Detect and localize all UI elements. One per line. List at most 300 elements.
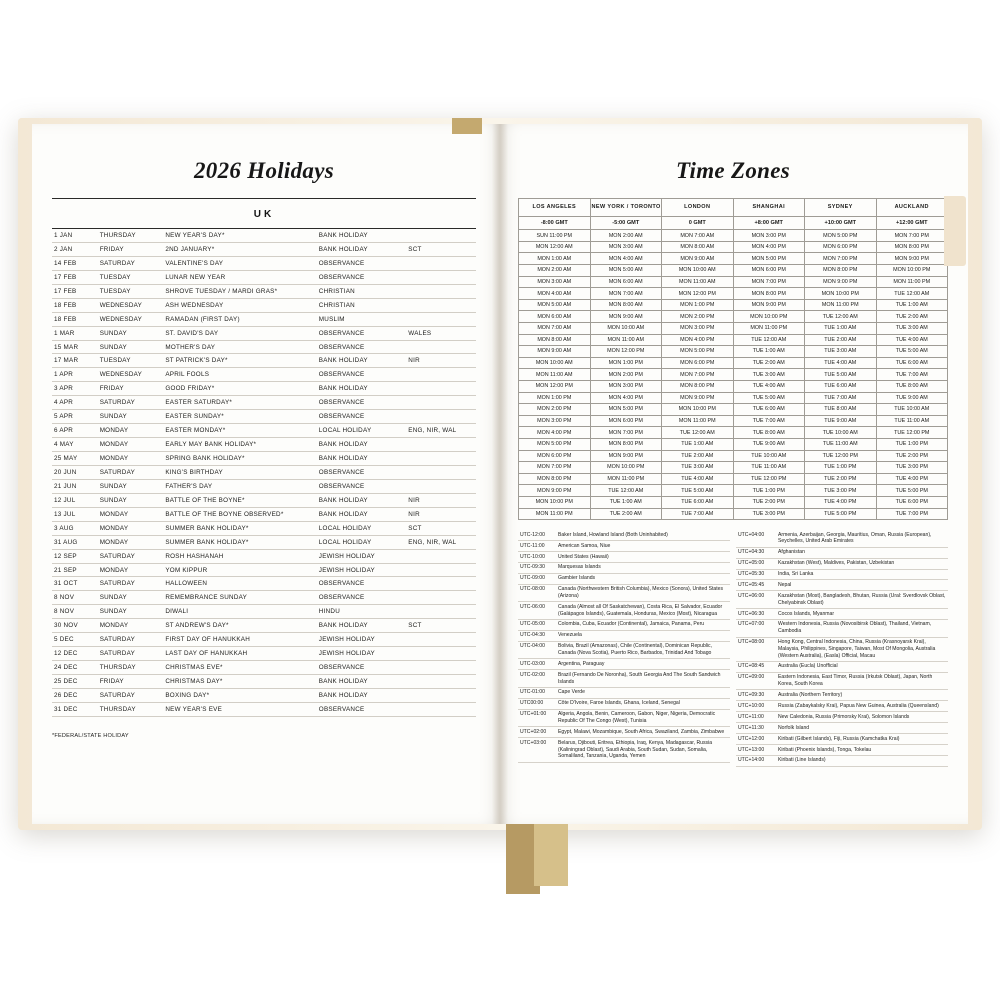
holiday-cell-day: SATURDAY — [98, 688, 164, 702]
timezone-time-cell: MON 9:00 PM — [805, 276, 877, 288]
utc-row — [736, 744, 948, 755]
timezone-row — [519, 427, 948, 439]
holiday-cell-name: VALENTINE'S DAY — [163, 256, 316, 270]
holiday-cell-name: MOTHER'S DAY — [163, 340, 316, 354]
holiday-cell-region — [406, 229, 476, 242]
timezone-time-cell: TUE 7:00 PM — [876, 508, 948, 520]
timezone-time-cell: MON 5:00 AM — [519, 299, 591, 311]
open-planner-book — [18, 118, 982, 830]
timezone-time-cell: MON 5:00 PM — [733, 253, 805, 265]
holiday-cell-region — [406, 312, 476, 326]
holiday-cell-date: 5 DEC — [52, 633, 98, 647]
timezone-time-cell: TUE 1:00 AM — [876, 299, 948, 311]
timezone-time-cell: TUE 12:00 PM — [733, 473, 805, 485]
timezone-time-cell: TUE 8:00 AM — [733, 427, 805, 439]
timezone-time-cell: MON 11:00 PM — [662, 415, 734, 427]
utc-table-right — [736, 530, 948, 767]
holiday-cell-type: BANK HOLIDAY — [317, 229, 406, 242]
holiday-cell-name: KING'S BIRTHDAY — [163, 465, 316, 479]
utc-row — [736, 672, 948, 690]
holiday-cell-day: SATURDAY — [98, 577, 164, 591]
utc-region-list: United States (Hawaii) — [556, 551, 730, 562]
timezone-time-cell: MON 9:00 PM — [519, 485, 591, 497]
timezone-city-header-row — [519, 199, 948, 217]
timezone-time-cell: MON 10:00 AM — [662, 265, 734, 277]
utc-offset-label: UTC+03:00 — [518, 738, 556, 762]
table-row — [52, 535, 476, 549]
holiday-cell-region — [406, 605, 476, 619]
timezone-time-cell: MON 9:00 AM — [662, 253, 734, 265]
timezone-row — [519, 276, 948, 288]
holiday-cell-day: SUNDAY — [98, 605, 164, 619]
timezone-time-cell: MON 11:00 AM — [519, 369, 591, 381]
holiday-cell-day: SUNDAY — [98, 591, 164, 605]
holiday-cell-date: 2 JAN — [52, 242, 98, 256]
timezone-row — [519, 323, 948, 335]
holiday-cell-date: 18 FEB — [52, 312, 98, 326]
utc-row — [736, 690, 948, 701]
holiday-cell-region: SCT — [406, 619, 476, 633]
utc-region-list: Canada (Northwestern British Columbia), Mexico (Sonora), United States (Arizona) — [556, 584, 730, 602]
table-row — [52, 452, 476, 466]
timezone-time-cell: TUE 1:00 AM — [590, 496, 662, 508]
timezone-time-cell: MON 2:00 PM — [662, 311, 734, 323]
holiday-cell-region — [406, 452, 476, 466]
timezone-time-cell: MON 3:00 AM — [519, 276, 591, 288]
timezone-time-cell: MON 4:00 PM — [519, 427, 591, 439]
timezone-time-cell: MON 8:00 AM — [662, 241, 734, 253]
holiday-cell-name: APRIL FOOLS — [163, 368, 316, 382]
timezone-time-cell: MON 2:00 AM — [590, 230, 662, 242]
table-row — [52, 688, 476, 702]
timezone-time-cell: MON 1:00 PM — [519, 392, 591, 404]
utc-region-list: Côte D'Ivoire, Faroe Islands, Ghana, Iceland, Senegal — [556, 698, 730, 709]
holiday-cell-name: CHRISTMAS EVE* — [163, 661, 316, 675]
holiday-cell-name: ST. DAVID'S DAY — [163, 326, 316, 340]
timezone-time-cell: MON 7:00 PM — [662, 369, 734, 381]
utc-row — [736, 580, 948, 591]
timezone-offset-row — [519, 216, 948, 229]
timezone-city-header: LOS ANGELES — [519, 199, 591, 217]
timezone-time-cell: MON 8:00 PM — [733, 288, 805, 300]
table-row — [52, 605, 476, 619]
timezone-time-cell: TUE 4:00 AM — [733, 380, 805, 392]
timezone-time-cell: MON 9:00 AM — [519, 346, 591, 358]
timezone-time-cell: MON 8:00 PM — [590, 438, 662, 450]
timezone-time-cell: MON 10:00 AM — [590, 323, 662, 335]
utc-row — [518, 562, 730, 573]
timezone-row — [519, 404, 948, 416]
timezone-row — [519, 462, 948, 474]
table-row — [52, 507, 476, 521]
holiday-cell-date: 31 AUG — [52, 535, 98, 549]
table-row — [52, 410, 476, 424]
utc-offset-label: UTC-04:30 — [518, 630, 556, 641]
timezone-time-cell: MON 9:00 PM — [876, 253, 948, 265]
holiday-cell-region — [406, 256, 476, 270]
timezone-time-cell: MON 11:00 PM — [519, 508, 591, 520]
utc-offset-label: UTC+05:00 — [736, 558, 776, 569]
bookmark-ribbon-top — [452, 118, 482, 134]
holiday-cell-day: THURSDAY — [98, 229, 164, 242]
timezone-time-cell: TUE 10:00 AM — [733, 450, 805, 462]
utc-offset-label: UTC-08:00 — [518, 584, 556, 602]
utc-region-list: Venezuela — [556, 630, 730, 641]
holiday-cell-name: ST ANDREW'S DAY* — [163, 619, 316, 633]
holiday-cell-day: MONDAY — [98, 535, 164, 549]
timezone-time-cell: MON 1:00 AM — [519, 253, 591, 265]
utc-offset-label: UTC+09:30 — [736, 690, 776, 701]
utc-region-list: Eastern Indonesia, East Timor, Russia (Irkutsk Oblast), Japan, North Korea, South Korea — [776, 672, 948, 690]
holiday-cell-region — [406, 675, 476, 689]
table-row — [52, 549, 476, 563]
holiday-cell-date: 12 DEC — [52, 647, 98, 661]
timezone-time-cell: MON 5:00 AM — [590, 265, 662, 277]
utc-region-list: Cape Verde — [556, 687, 730, 698]
utc-offset-label: UTC-12:00 — [518, 530, 556, 540]
table-row — [52, 284, 476, 298]
timezone-time-cell: MON 10:00 PM — [733, 311, 805, 323]
utc-row — [518, 573, 730, 584]
table-row — [52, 368, 476, 382]
utc-region-list: Colombia, Cuba, Ecuador (Continental), Jamaica, Panama, Peru — [556, 619, 730, 630]
holiday-cell-type: JEWISH HOLIDAY — [317, 563, 406, 577]
holiday-cell-day: SATURDAY — [98, 256, 164, 270]
page-title-timezones: Time Zones — [676, 158, 790, 183]
holiday-cell-type: BANK HOLIDAY — [317, 619, 406, 633]
timezone-time-cell: MON 1:00 PM — [590, 357, 662, 369]
holiday-cell-region: NIR — [406, 507, 476, 521]
holiday-cell-type: OBSERVANCE — [317, 256, 406, 270]
holiday-cell-name: ASH WEDNESDAY — [163, 298, 316, 312]
timezone-time-cell: SUN 11:00 PM — [519, 230, 591, 242]
holiday-cell-region — [406, 549, 476, 563]
timezone-time-cell: MON 9:00 PM — [662, 392, 734, 404]
timezone-time-cell: MON 10:00 PM — [519, 496, 591, 508]
timezone-city-header: LONDON — [662, 199, 734, 217]
timezone-time-cell: MON 6:00 PM — [733, 265, 805, 277]
holiday-cell-day: TUESDAY — [98, 354, 164, 368]
timezone-time-cell: TUE 2:00 PM — [805, 473, 877, 485]
timezone-time-cell: MON 8:00 PM — [662, 380, 734, 392]
holiday-cell-region — [406, 340, 476, 354]
timezone-time-cell: TUE 1:00 AM — [733, 346, 805, 358]
holiday-cell-name: EASTER SUNDAY* — [163, 410, 316, 424]
utc-table-left — [518, 530, 730, 762]
timezone-time-cell: MON 4:00 AM — [590, 253, 662, 265]
holiday-cell-date: 17 FEB — [52, 284, 98, 298]
table-row — [52, 619, 476, 633]
holiday-cell-name: GOOD FRIDAY* — [163, 382, 316, 396]
holiday-cell-region — [406, 563, 476, 577]
timezone-time-cell: TUE 4:00 AM — [805, 357, 877, 369]
holiday-cell-region — [406, 577, 476, 591]
holiday-cell-name: HALLOWEEN — [163, 577, 316, 591]
timezone-time-cell: TUE 5:00 AM — [733, 392, 805, 404]
holiday-cell-day: WEDNESDAY — [98, 298, 164, 312]
timezone-time-cell: TUE 6:00 AM — [805, 380, 877, 392]
utc-offset-label: UTC+01:00 — [518, 709, 556, 727]
utc-region-list: New Caledonia, Russia (Primorsky Krai), Solomon Islands — [776, 712, 948, 723]
holiday-cell-region: ENG, NIR, WAL — [406, 424, 476, 438]
holiday-cell-region: ENG, NIR, WAL — [406, 535, 476, 549]
holiday-cell-region — [406, 633, 476, 647]
holiday-cell-day: SUNDAY — [98, 410, 164, 424]
holiday-cell-date: 6 APR — [52, 424, 98, 438]
timezone-time-cell: MON 5:00 PM — [805, 230, 877, 242]
utc-region-list: Kiribati (Phoenix Islands), Tonga, Tokelau — [776, 744, 948, 755]
holiday-cell-day: SATURDAY — [98, 633, 164, 647]
holiday-cell-region — [406, 688, 476, 702]
table-row — [52, 633, 476, 647]
timezone-time-cell: MON 2:00 PM — [590, 369, 662, 381]
utc-row — [736, 723, 948, 734]
utc-row — [736, 591, 948, 609]
timezone-time-cell: MON 7:00 PM — [733, 276, 805, 288]
table-row — [52, 242, 476, 256]
holiday-cell-region — [406, 465, 476, 479]
holiday-cell-region: SCT — [406, 521, 476, 535]
holiday-cell-date: 21 JUN — [52, 479, 98, 493]
holiday-cell-name: DIWALI — [163, 605, 316, 619]
table-row — [52, 493, 476, 507]
table-row — [52, 647, 476, 661]
holiday-cell-date: 17 MAR — [52, 354, 98, 368]
utc-region-list: Canada (Almost all Of Saskatchewan), Costa Rica, El Salvador, Ecuador (Galápagos Islands), Guatemala, Honduras, Mexico (Most), Nicaragua — [556, 602, 730, 620]
holiday-cell-region — [406, 382, 476, 396]
timezone-time-cell: MON 2:00 AM — [519, 265, 591, 277]
timezone-time-cell: MON 12:00 AM — [519, 241, 591, 253]
timezone-time-cell: MON 3:00 PM — [590, 380, 662, 392]
timezone-time-cell: MON 1:00 PM — [662, 299, 734, 311]
timezone-time-cell: MON 10:00 PM — [876, 265, 948, 277]
table-row — [52, 702, 476, 716]
holiday-cell-day: SUNDAY — [98, 326, 164, 340]
utc-row — [518, 687, 730, 698]
holiday-cell-type: LOCAL HOLIDAY — [317, 521, 406, 535]
timezone-row — [519, 485, 948, 497]
timezone-time-cell: TUE 9:00 AM — [733, 438, 805, 450]
holiday-cell-date: 1 APR — [52, 368, 98, 382]
timezone-time-cell: MON 6:00 PM — [590, 415, 662, 427]
timezone-time-cell: MON 6:00 PM — [519, 450, 591, 462]
holiday-cell-type: BANK HOLIDAY — [317, 688, 406, 702]
holiday-cell-type: OBSERVANCE — [317, 465, 406, 479]
utc-offset-label: UTC+08:45 — [736, 661, 776, 672]
timezone-time-cell: MON 8:00 PM — [876, 241, 948, 253]
utc-region-list: Argentina, Paraguay — [556, 659, 730, 670]
utc-row — [518, 541, 730, 552]
page-side-tab — [944, 196, 966, 266]
holiday-cell-name: LUNAR NEW YEAR — [163, 270, 316, 284]
holiday-cell-type: OBSERVANCE — [317, 702, 406, 716]
utc-offset-label: UTC+12:00 — [736, 734, 776, 745]
holiday-cell-region — [406, 284, 476, 298]
timezone-time-cell: MON 4:00 PM — [733, 241, 805, 253]
holiday-cell-type: CHRISTIAN — [317, 284, 406, 298]
holiday-cell-date: 3 APR — [52, 382, 98, 396]
holiday-cell-region — [406, 298, 476, 312]
timezone-time-cell: MON 10:00 PM — [662, 404, 734, 416]
utc-offset-label: UTC+11:00 — [736, 712, 776, 723]
table-row — [52, 465, 476, 479]
timezone-time-cell: TUE 5:00 AM — [662, 485, 734, 497]
holiday-cell-type: OBSERVANCE — [317, 340, 406, 354]
timezone-time-cell: MON 11:00 PM — [876, 276, 948, 288]
utc-row — [518, 659, 730, 670]
timezone-offset-cell: +8:00 GMT — [733, 216, 805, 229]
timezone-row — [519, 230, 948, 242]
holiday-cell-type: BANK HOLIDAY — [317, 452, 406, 466]
table-row — [52, 354, 476, 368]
timezone-time-cell: MON 7:00 AM — [590, 288, 662, 300]
holiday-cell-day: MONDAY — [98, 563, 164, 577]
holiday-cell-name: BATTLE OF THE BOYNE OBSERVED* — [163, 507, 316, 521]
holiday-cell-type: OBSERVANCE — [317, 270, 406, 284]
timezone-time-cell: MON 4:00 AM — [519, 288, 591, 300]
table-row — [52, 340, 476, 354]
timezone-row — [519, 380, 948, 392]
utc-offset-label: UTC-05:00 — [518, 619, 556, 630]
timezone-time-cell: TUE 5:00 AM — [876, 346, 948, 358]
holiday-cell-name: 2ND JANUARY* — [163, 242, 316, 256]
timezone-time-cell: TUE 4:00 PM — [805, 496, 877, 508]
holiday-cell-region — [406, 647, 476, 661]
holiday-cell-date: 5 APR — [52, 410, 98, 424]
timezone-time-cell: TUE 3:00 AM — [805, 346, 877, 358]
utc-offset-label: UTC+07:00 — [736, 619, 776, 637]
timezone-time-cell: TUE 1:00 AM — [805, 323, 877, 335]
utc-offset-column-right — [736, 530, 948, 767]
utc-region-list: American Samoa, Niue — [556, 541, 730, 552]
utc-region-list: Algeria, Angola, Benin, Cameroon, Gabon, Niger, Nigeria, Democratic Republic Of The Congo (West), Tunisia — [556, 709, 730, 727]
holiday-cell-date: 14 FEB — [52, 256, 98, 270]
timezone-time-cell: TUE 12:00 AM — [662, 427, 734, 439]
holiday-cell-day: FRIDAY — [98, 242, 164, 256]
holiday-cell-name: SUMMER BANK HOLIDAY* — [163, 535, 316, 549]
timezone-time-cell: MON 3:00 AM — [590, 241, 662, 253]
holiday-cell-name: ST PATRICK'S DAY* — [163, 354, 316, 368]
holiday-cell-date: 31 OCT — [52, 577, 98, 591]
holiday-cell-date: 1 MAR — [52, 326, 98, 340]
timezone-time-cell: TUE 9:00 AM — [876, 392, 948, 404]
holiday-cell-day: FRIDAY — [98, 675, 164, 689]
holiday-cell-region: NIR — [406, 354, 476, 368]
table-row — [52, 270, 476, 284]
timezone-time-cell: MON 12:00 PM — [590, 346, 662, 358]
timezone-time-cell: TUE 12:00 PM — [876, 427, 948, 439]
utc-region-list: Australia (Eucla) Unofficial — [776, 661, 948, 672]
timezone-time-cell: TUE 7:00 AM — [662, 508, 734, 520]
utc-region-list: Australia (Northern Territory) — [776, 690, 948, 701]
utc-row — [736, 755, 948, 766]
holiday-cell-type: JEWISH HOLIDAY — [317, 647, 406, 661]
holiday-cell-region — [406, 410, 476, 424]
table-row — [52, 298, 476, 312]
timezone-time-cell: MON 9:00 PM — [590, 450, 662, 462]
timezone-time-cell: MON 11:00 PM — [590, 473, 662, 485]
timezone-time-cell: TUE 2:00 PM — [733, 496, 805, 508]
timezone-time-cell: MON 11:00 PM — [805, 299, 877, 311]
timezone-time-cell: TUE 3:00 AM — [876, 323, 948, 335]
holiday-cell-date: 20 JUN — [52, 465, 98, 479]
utc-region-list: Brazil (Fernando De Noronha), South Georgia And The South Sandwich Islands — [556, 670, 730, 688]
timezone-time-cell: MON 7:00 PM — [590, 427, 662, 439]
holiday-cell-date: 25 MAY — [52, 452, 98, 466]
holiday-cell-name: LAST DAY OF HANUKKAH — [163, 647, 316, 661]
holiday-cell-day: SATURDAY — [98, 465, 164, 479]
holiday-cell-name: YOM KIPPUR — [163, 563, 316, 577]
holiday-cell-day: SUNDAY — [98, 493, 164, 507]
utc-offset-label: UTC-09:30 — [518, 562, 556, 573]
timezone-time-cell: TUE 11:00 AM — [733, 462, 805, 474]
utc-row — [518, 709, 730, 727]
timezone-time-cell: MON 7:00 PM — [805, 253, 877, 265]
utc-offset-label: UTC-06:00 — [518, 602, 556, 620]
timezone-time-cell: MON 4:00 PM — [590, 392, 662, 404]
holiday-cell-name: NEW YEAR'S DAY* — [163, 229, 316, 242]
utc-row — [518, 619, 730, 630]
timezone-time-cell: MON 12:00 PM — [519, 380, 591, 392]
timezone-time-cell: MON 7:00 PM — [876, 230, 948, 242]
utc-row — [736, 734, 948, 745]
holiday-cell-date: 1 JAN — [52, 229, 98, 242]
timezone-table-body — [519, 216, 948, 519]
holiday-cell-type: HINDU — [317, 605, 406, 619]
utc-row — [518, 551, 730, 562]
timezone-time-cell: TUE 7:00 AM — [733, 415, 805, 427]
utc-row — [736, 558, 948, 569]
utc-region-list: Egypt, Malawi, Mozambique, South Africa, Swaziland, Zambia, Zimbabwe — [556, 727, 730, 738]
utc-offset-label: UTC+10:00 — [736, 701, 776, 712]
utc-offset-label: UTC-02:00 — [518, 670, 556, 688]
timezone-time-cell: TUE 5:00 AM — [805, 369, 877, 381]
timezone-time-cell: TUE 12:00 AM — [733, 334, 805, 346]
utc-row — [736, 530, 948, 547]
table-row — [52, 479, 476, 493]
timezone-time-cell: TUE 2:00 AM — [876, 311, 948, 323]
utc-row — [736, 547, 948, 558]
holiday-cell-type: BANK HOLIDAY — [317, 507, 406, 521]
holiday-cell-region — [406, 661, 476, 675]
timezone-row — [519, 415, 948, 427]
utc-region-list: Cocos Islands, Myanmar — [776, 608, 948, 619]
utc-row — [736, 701, 948, 712]
timezone-time-cell: MON 8:00 AM — [519, 334, 591, 346]
holiday-cell-day: MONDAY — [98, 507, 164, 521]
utc-offset-label: UTC-04:00 — [518, 641, 556, 659]
utc-offset-label: UTC+05:45 — [736, 580, 776, 591]
holiday-cell-day: THURSDAY — [98, 661, 164, 675]
holiday-cell-day: MONDAY — [98, 424, 164, 438]
holiday-cell-date: 12 JUL — [52, 493, 98, 507]
holiday-cell-date: 26 DEC — [52, 688, 98, 702]
holiday-cell-region — [406, 479, 476, 493]
timezone-row — [519, 473, 948, 485]
holiday-cell-region — [406, 368, 476, 382]
table-row — [52, 438, 476, 452]
holiday-cell-type: OBSERVANCE — [317, 479, 406, 493]
holiday-cell-date: 15 MAR — [52, 340, 98, 354]
holiday-cell-type: BANK HOLIDAY — [317, 382, 406, 396]
timezone-time-cell: MON 3:00 PM — [733, 230, 805, 242]
timezone-time-cell: MON 8:00 PM — [519, 473, 591, 485]
holiday-cell-name: EASTER MONDAY* — [163, 424, 316, 438]
timezone-time-cell: TUE 6:00 AM — [876, 357, 948, 369]
timezone-city-header: SYDNEY — [805, 199, 877, 217]
utc-region-list: Bolivia, Brazil (Amazonas), Chile (Continental), Dominican Republic, Canada (Nova Scotia), Puerto Rico, Barbados, Trinidad And Tobago — [556, 641, 730, 659]
holiday-cell-region — [406, 270, 476, 284]
